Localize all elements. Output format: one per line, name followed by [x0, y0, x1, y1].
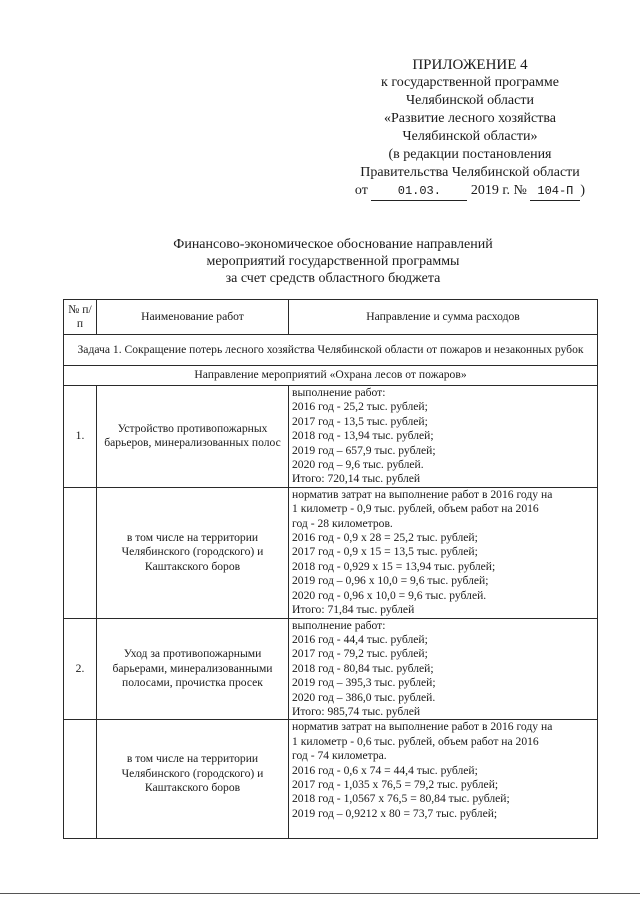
expense-line: 2016 год - 0,6 х 74 = 44,4 тыс. рублей;	[292, 763, 478, 777]
task-row	[64, 335, 598, 366]
table-row	[64, 720, 598, 839]
expense-details	[289, 618, 598, 720]
expense-line: 2020 год - 0,96 х 10,0 = 9,6 тыс. рублей.	[292, 588, 487, 602]
expense-line: год - 28 километров.	[292, 516, 393, 530]
expense-line: норматив затрат на выполнение работ в 2016 году на	[292, 720, 553, 734]
expense-total: Итого: 720,14 тыс. рублей	[292, 472, 421, 486]
expense-line: 2016 год - 44,4 тыс. рублей;	[292, 632, 428, 646]
title-line: Финансово-экономическое обоснование направлений	[173, 237, 493, 252]
expense-line: 2017 год - 13,5 тыс. рублей;	[292, 414, 428, 428]
row-number: 2.	[64, 618, 97, 720]
table-header-row	[64, 300, 598, 335]
title-line: за счет средств областного бюджета	[225, 271, 441, 286]
expense-line: выполнение работ:	[292, 386, 386, 399]
appendix-title: ПРИЛОЖЕНИЕ 4	[412, 57, 528, 73]
expense-line: 2020 год – 9,6 тыс. рублей.	[292, 458, 424, 472]
column-header-direction: Направление и сумма расходов	[289, 300, 598, 335]
appendix-line: «Развитие лесного хозяйства	[383, 111, 556, 126]
expense-total: Итого: 985,74 тыс. рублей	[292, 704, 421, 718]
table-row	[64, 618, 598, 720]
table-row	[64, 487, 598, 618]
expense-line: 2018 год - 80,84 тыс. рублей;	[292, 661, 434, 675]
expense-line: 2016 год - 0,9 х 28 = 25,2 тыс. рублей;	[292, 531, 478, 545]
expense-line: 2018 год - 0,929 х 15 = 13,94 тыс. рублей;	[292, 559, 496, 573]
expense-details	[289, 487, 598, 618]
expense-line: норматив затрат на выполнение работ в 2016 году на	[292, 487, 553, 501]
close-paren: )	[580, 183, 586, 198]
title-line: мероприятий государственной программы	[206, 254, 460, 269]
budget-table	[63, 299, 598, 839]
expense-line: 1 километр - 0,9 тыс. рублей, объем работ на 2016	[292, 502, 539, 516]
work-name: Устройство противопожарных барьеров, минерализованных полос	[97, 386, 289, 488]
appendix-header	[340, 56, 600, 201]
expense-line: 2016 год - 25,2 тыс. рублей;	[292, 400, 428, 414]
direction-heading-cell: Направление мероприятий «Охрана лесов от пожаров»	[64, 366, 598, 386]
work-name: Уход за противопожарными барьерами, минерализованными полосами, прочистка просек	[97, 618, 289, 720]
number-value: 104-П	[537, 184, 574, 198]
expense-details	[289, 386, 598, 488]
page-bottom-rule	[0, 893, 640, 894]
appendix-line: к государственной программе	[381, 75, 559, 90]
expense-total: Итого: 71,84 тыс. рублей	[292, 603, 415, 617]
expense-line: 2018 год - 13,94 тыс. рублей;	[292, 429, 434, 443]
column-header-name: Наименование работ	[97, 300, 289, 335]
table-row	[64, 386, 598, 488]
expense-line: 2019 год – 395,3 тыс. рублей;	[292, 676, 436, 690]
year-text: 2019 г. №	[470, 183, 527, 198]
expense-line: 2019 год – 0,9212 х 80 = 73,7 тыс. рублей;	[292, 806, 498, 820]
appendix-line: Челябинской области	[406, 93, 534, 108]
expense-line: 2017 год - 1,035 х 76,5 = 79,2 тыс. рублей;	[292, 777, 499, 791]
work-name: в том числе на территории Челябинского (городского) и Каштакского боров	[97, 487, 289, 618]
expense-line: 1 километр - 0,6 тыс. рублей, объем работ на 2016	[292, 734, 539, 748]
number-field	[530, 182, 580, 201]
row-number: 1.	[64, 386, 97, 488]
work-name: в том числе на территории Челябинского (городского) и Каштакского боров	[97, 720, 289, 839]
expense-line: 2019 год – 0,96 х 10,0 = 9,6 тыс. рублей;	[292, 574, 489, 588]
expense-line: 2017 год - 79,2 тыс. рублей;	[292, 647, 428, 661]
appendix-line: Челябинской области»	[402, 129, 538, 144]
appendix-line: (в редакции постановления	[388, 147, 552, 162]
direction-heading-row	[64, 366, 598, 386]
expense-line: год - 74 километра.	[292, 749, 387, 763]
task-cell: Задача 1. Сокращение потерь лесного хозяйства Челябинской области от пожаров и незаконных рубок	[64, 335, 598, 366]
date-field	[371, 182, 467, 201]
date-prefix: от	[354, 183, 368, 198]
date-value: 01.03.	[397, 184, 441, 198]
document-title	[100, 236, 566, 287]
expense-line: 2018 год - 1,0567 х 76,5 = 80,84 тыс. рублей;	[292, 792, 510, 806]
expense-details-cut	[292, 720, 595, 838]
appendix-line: Правительства Челябинской области	[360, 165, 580, 180]
expense-line: 2019 год – 657,9 тыс. рублей;	[292, 443, 436, 457]
expense-line: выполнение работ:	[292, 618, 386, 632]
column-header-num: № п/п	[64, 300, 97, 335]
row-number	[64, 487, 97, 618]
expense-line: 2017 год - 0,9 х 15 = 13,5 тыс. рублей;	[292, 545, 478, 559]
expense-details	[289, 720, 598, 839]
expense-line: 2020 год – 386,0 тыс. рублей.	[292, 690, 436, 704]
resolution-date-line	[340, 182, 600, 201]
row-number	[64, 720, 97, 839]
